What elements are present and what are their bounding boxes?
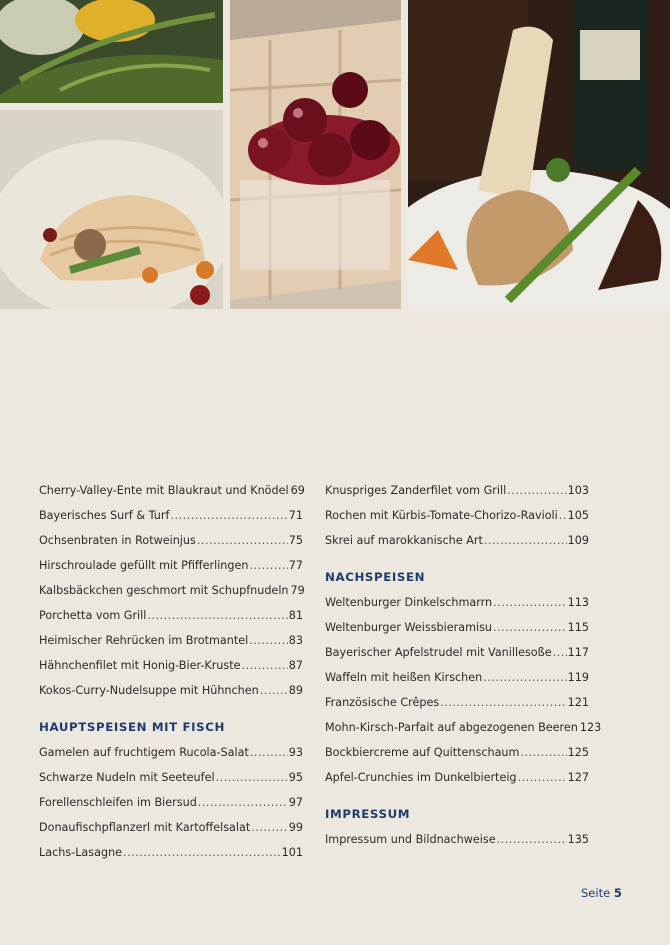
toc-entry[interactable]: Cherry-Valley-Ente mit Blaukraut und Knödel 69 [39, 484, 305, 497]
section-heading-impressum: IMPRESSUM [325, 807, 411, 821]
toc-entry[interactable]: Bayerisches Surf & Turf ..... 71 [39, 503, 303, 528]
toc-entry[interactable]: Skrei auf marokkanische Art ..... 109 [325, 528, 589, 553]
toc-entry[interactable]: Ochsenbraten in Rotweinjus ..... 75 [39, 528, 303, 553]
toc-entry[interactable]: Gamelen auf fruchtigem Rucola-Salat ..... 93 [39, 740, 303, 765]
section-heading-desserts: NACHSPEISEN [325, 570, 426, 584]
toc-entry[interactable]: Lachs-Lasagne ..... 101 [39, 840, 303, 865]
toc-column-right [325, 478, 602, 852]
toc-entry[interactable]: Porchetta vom Grill ..... 81 [39, 603, 303, 628]
fish-dish-photo [0, 110, 223, 309]
toc-entry[interactable]: Mohn-Kirsch-Parfait auf abgezogenen Beeren 123 [325, 721, 602, 734]
vegetables-photo [0, 0, 223, 103]
toc-column-left [39, 478, 303, 865]
meat-dish-photo [408, 0, 670, 309]
toc-entry[interactable]: Kokos-Curry-Nudelsuppe mit Hühnchen ..... 89 [39, 678, 303, 703]
toc-entry[interactable]: Waffeln mit heißen Kirschen ..... 119 [325, 665, 589, 690]
toc-entry[interactable]: Impressum und Bildnachweise ..... 135 [325, 827, 589, 852]
toc-entry[interactable]: Forellenschleifen im Biersud ..... 97 [39, 790, 303, 815]
toc-entry[interactable]: Hähnchenfilet mit Honig-Bier-Kruste ..... 87 [39, 653, 303, 678]
toc-entry[interactable]: Bockbiercreme auf Quittenschaum ..... 125 [325, 740, 589, 765]
toc-entry[interactable]: Hirschroulade gefüllt mit Pfifferlingen ..... 77 [39, 553, 303, 578]
toc-entry[interactable]: Donaufischpflanzerl mit Kartoffelsalat ..... 99 [39, 815, 303, 840]
toc-entry[interactable]: Schwarze Nudeln mit Seeteufel ..... 95 [39, 765, 303, 790]
waffle-cherries-photo [230, 0, 401, 309]
toc-entry[interactable]: Französische Crêpes ..... 121 [325, 690, 589, 715]
toc-entry[interactable]: Rochen mit Kürbis-Tomate-Chorizo-Ravioli ..... 105 [325, 503, 589, 528]
toc-entry[interactable]: Heimischer Rehrücken im Brotmantel ..... 83 [39, 628, 303, 653]
toc-entry[interactable]: Weltenburger Dinkelschmarrn ..... 113 [325, 590, 589, 615]
toc-entry[interactable]: Apfel-Crunchies im Dunkelbierteig ..... 127 [325, 765, 589, 790]
toc-entry[interactable]: Weltenburger Weissbieramisu ..... 115 [325, 615, 589, 640]
toc-entry[interactable]: Kalbsbäckchen geschmort mit Schupfnudeln 79 [39, 584, 305, 597]
section-heading-fish: HAUPTSPEISEN MIT FISCH [39, 720, 225, 734]
page-number: Seite 5 [581, 886, 622, 900]
toc-entry[interactable]: Knuspriges Zanderfilet vom Grill ..... 103 [325, 478, 589, 503]
toc-entry[interactable]: Bayerischer Apfelstrudel mit Vanillesoße ..... 117 [325, 640, 589, 665]
